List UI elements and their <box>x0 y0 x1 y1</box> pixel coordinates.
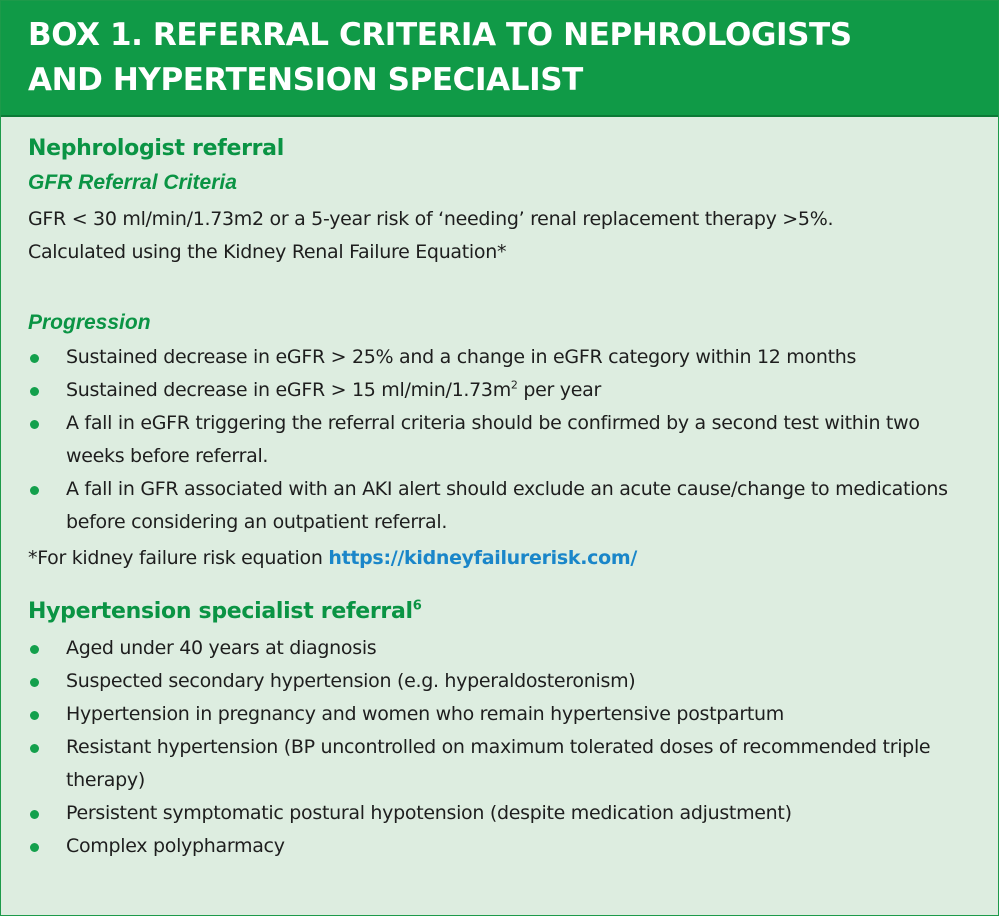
box-header <box>1 1 998 117</box>
hypertension-referral-heading <box>28 599 422 624</box>
box-title-line-2: AND HYPERTENSION SPECIALIST <box>28 62 583 98</box>
list-item-text: Complex polypharmacy <box>66 835 285 857</box>
list-item-text: Suspected secondary hypertension (e.g. hyperaldosteronism) <box>66 670 636 692</box>
list-item-text: Sustained decrease in eGFR > 25% and a change in eGFR category within 12 months <box>66 346 857 368</box>
bullet-icon <box>30 354 39 363</box>
gfr-criteria-line-1: GFR < 30 ml/min/1.73m2 or a 5-year risk of ‘needing’ renal replacement therapy >5%. <box>28 208 834 230</box>
kidney-failure-risk-link[interactable]: https://kidneyfailurerisk.com/ <box>328 547 637 569</box>
gfr-criteria-heading: GFR Referral Criteria <box>28 171 237 194</box>
list-item <box>28 698 963 731</box>
list-item <box>28 665 963 698</box>
bullet-icon <box>30 711 39 720</box>
list-item <box>28 473 963 539</box>
progression-list <box>28 341 963 539</box>
progression-heading: Progression <box>28 311 151 334</box>
list-item <box>28 374 963 407</box>
list-item <box>28 830 963 863</box>
box-title-line-1: BOX 1. REFERRAL CRITERIA TO NEPHROLOGISTS <box>28 17 852 53</box>
list-item <box>28 797 963 830</box>
nephrologist-referral-heading: Nephrologist referral <box>28 136 284 161</box>
list-item-text: Sustained decrease in eGFR > 15 ml/min/1.73m <box>66 379 511 401</box>
list-item-text: Hypertension in pregnancy and women who remain hypertensive postpartum <box>66 703 784 725</box>
list-item-text: Aged under 40 years at diagnosis <box>66 637 377 659</box>
list-item-text-tail: per year <box>517 379 601 401</box>
list-item-text: Persistent symptomatic postural hypotension (despite medication adjustment) <box>66 802 792 824</box>
bullet-icon <box>30 420 39 429</box>
bullet-icon <box>30 486 39 495</box>
list-item-text: Resistant hypertension (BP uncontrolled on maximum tolerated doses of recommended triple therapy) <box>66 736 931 791</box>
list-item <box>28 731 963 797</box>
bullet-icon <box>30 744 39 753</box>
citation-superscript: 6 <box>412 598 422 614</box>
hypertension-list <box>28 632 963 863</box>
hypertension-heading-text: Hypertension specialist referral <box>28 599 413 624</box>
bullet-icon <box>30 843 39 852</box>
gfr-criteria-line-2: Calculated using the Kidney Renal Failure Equation* <box>28 241 507 263</box>
bullet-icon <box>30 387 39 396</box>
list-item <box>28 407 963 473</box>
list-item-text: A fall in GFR associated with an AKI alert should exclude an acute cause/change to medications before considering an outpatient referral. <box>66 478 948 533</box>
list-item-text: A fall in eGFR triggering the referral criteria should be confirmed by a second test within two weeks before referral. <box>66 412 920 467</box>
footnote-text: *For kidney failure risk equation <box>28 547 329 569</box>
list-item <box>28 341 963 374</box>
footnote <box>28 543 958 574</box>
list-item <box>28 632 963 665</box>
bullet-icon <box>30 810 39 819</box>
bullet-icon <box>30 645 39 654</box>
bullet-icon <box>30 678 39 687</box>
superscript: 2 <box>510 378 518 392</box>
